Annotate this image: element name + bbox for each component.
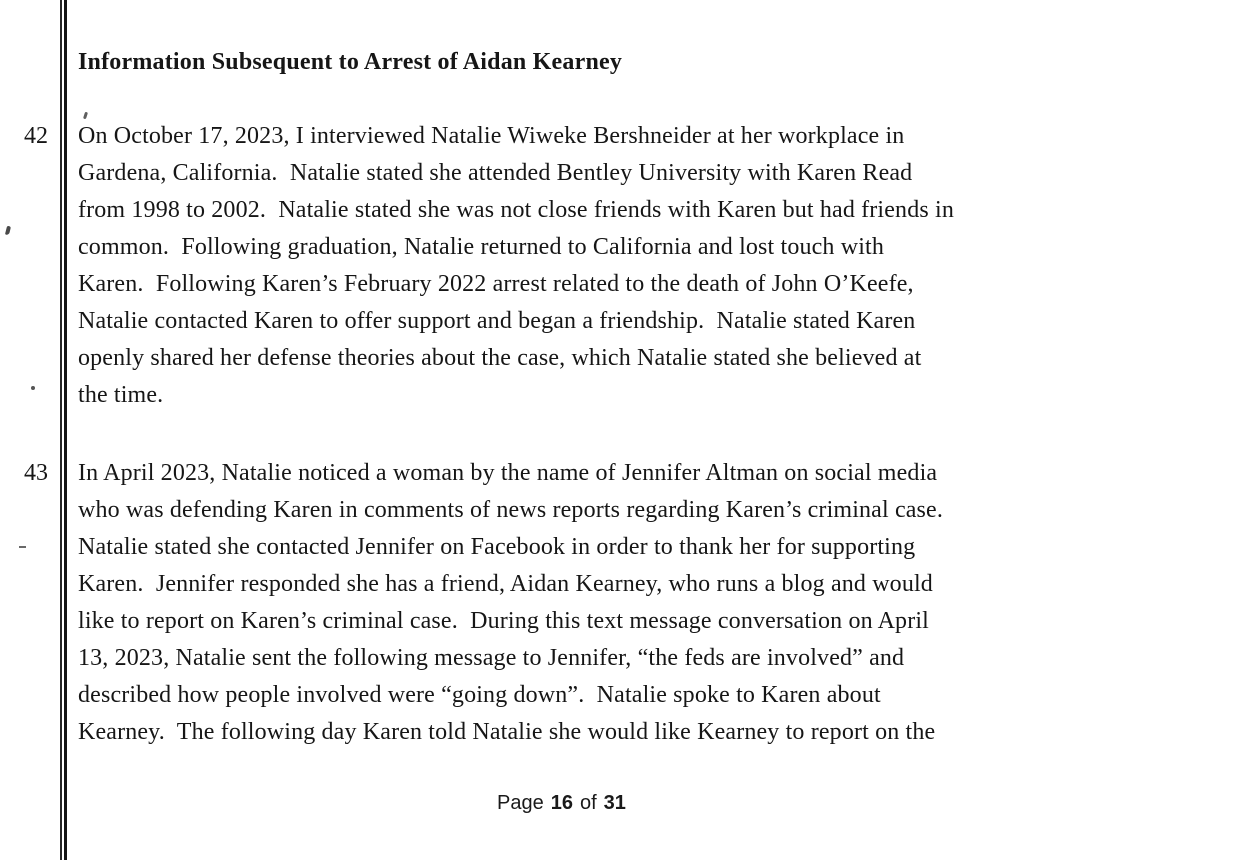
footer-of-label: of xyxy=(579,792,597,814)
text-line: In April 2023, Natalie noticed a woman by the name of Jennifer Altman on social media xyxy=(78,460,938,486)
scan-speck xyxy=(5,226,11,236)
paragraph-number-43: 43 xyxy=(24,460,48,486)
page-edge-line-thick xyxy=(64,0,67,860)
scan-speck xyxy=(31,386,35,390)
text-line: Kearney. The following day Karen told Natalie she would like Kearney to report on the xyxy=(78,719,936,745)
text-line: Natalie stated she contacted Jennifer on Facebook in order to thank her for supporting xyxy=(78,534,916,560)
footer-page-label: Page xyxy=(497,792,544,814)
page-edge-line-thin xyxy=(60,0,62,860)
paragraph-43 xyxy=(78,455,1193,751)
text-line: Karen. Following Karen’s February 2022 arrest related to the death of John O’Keefe, xyxy=(78,271,914,297)
footer-page-number: 16 xyxy=(550,792,573,814)
paragraph-42 xyxy=(78,118,1193,414)
text-line: Karen. Jennifer responded she has a friend, Aidan Kearney, who runs a blog and would xyxy=(78,571,933,597)
text-line: like to report on Karen’s criminal case. During this text message conversation on April xyxy=(78,608,929,634)
text-line: 13, 2023, Natalie sent the following message to Jennifer, “the feds are involved” and xyxy=(78,645,905,671)
text-line: openly shared her defense theories about the case, which Natalie stated she believed at xyxy=(78,345,922,371)
footer-total-pages: 31 xyxy=(603,792,626,814)
text-line: who was defending Karen in comments of news reports regarding Karen’s criminal case. xyxy=(78,497,943,523)
text-line: described how people involved were “going down”. Natalie spoke to Karen about xyxy=(78,682,881,708)
text-line: common. Following graduation, Natalie returned to California and lost touch with xyxy=(78,234,884,260)
scan-speck xyxy=(19,546,26,548)
text-line: Gardena, California. Natalie stated she attended Bentley University with Karen Read xyxy=(78,160,913,186)
page-footer xyxy=(497,792,626,815)
text-line: Natalie contacted Karen to offer support and began a friendship. Natalie stated Karen xyxy=(78,308,916,334)
paragraph-number-42: 42 xyxy=(24,123,48,149)
section-heading: Information Subsequent to Arrest of Aidan Kearney xyxy=(78,49,623,75)
text-line: On October 17, 2023, I interviewed Natalie Wiweke Bershneider at her workplace in xyxy=(78,123,905,149)
text-line: the time. xyxy=(78,382,164,408)
text-line: from 1998 to 2002. Natalie stated she was not close friends with Karen but had friends in xyxy=(78,197,954,223)
